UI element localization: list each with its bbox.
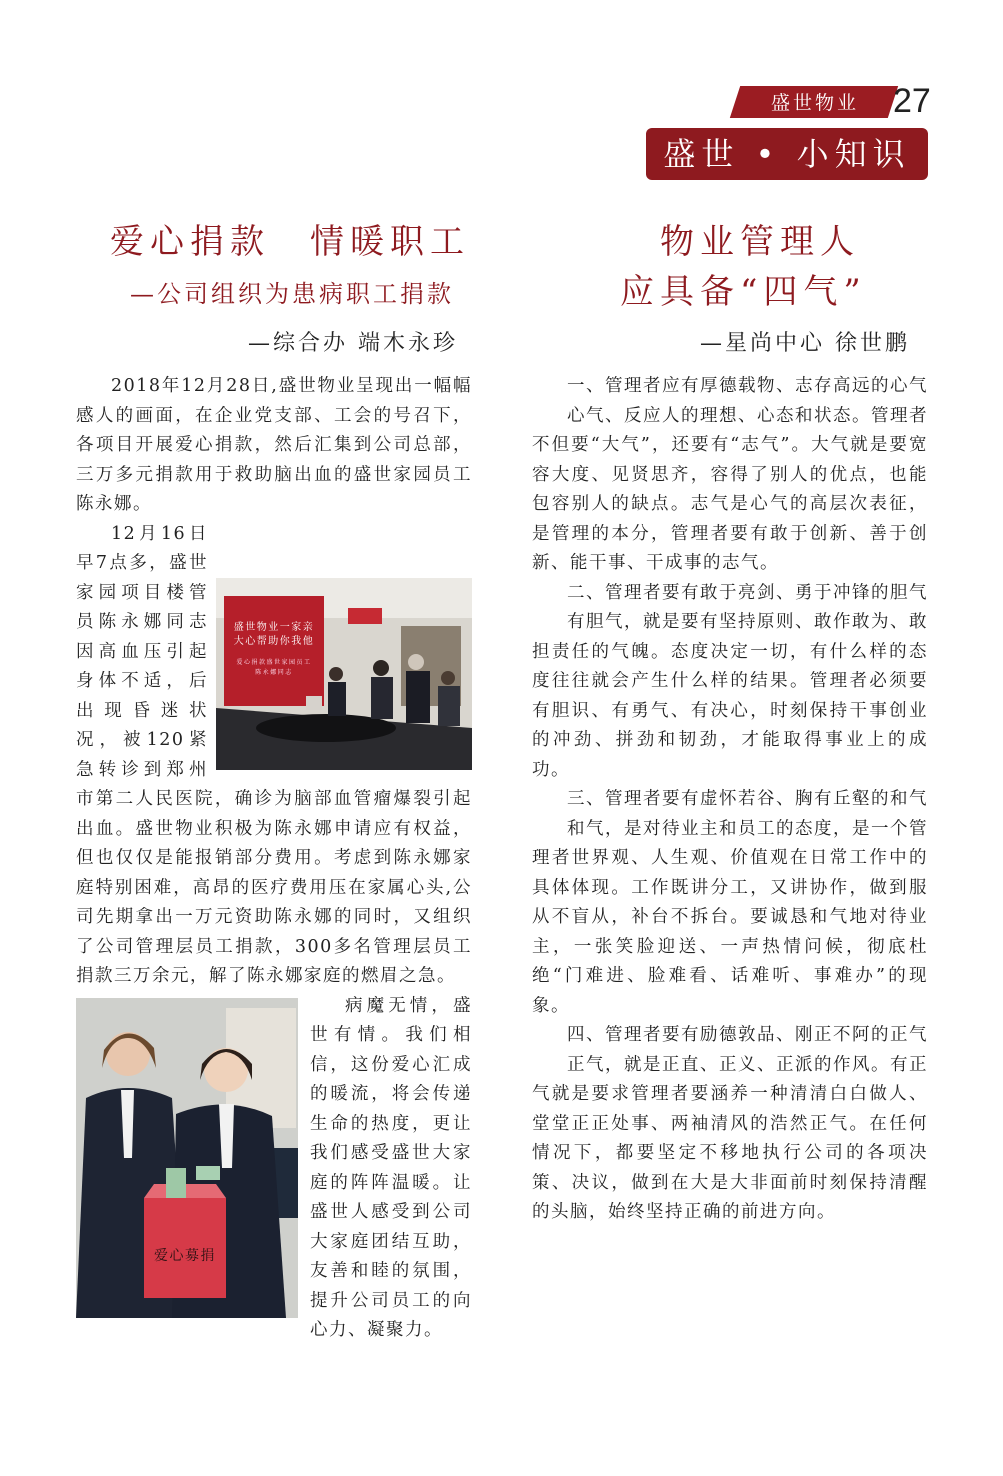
right-paragraph: 和气，是对待业主和员工的态度，是一个管理者世界观、人生观、价值观在日常工作中的具体体现。工作既讲分工，又讲协作，做到服从不盲从，补台不拆台。要诚恳和气地对待业主，一张笑脸迎送、一声热情问候，彻底杜绝“门难进、脸难看、话难听、事难办”的现象。	[532, 818, 928, 1016]
left-article-byline: —综合办 端木永珍	[248, 331, 458, 356]
right-paragraph: 正气，就是正直、正义、正派的作风。有正气就是要求管理者要涵养一种清清白白做人、堂堂正正处事、两袖清风的浩然正气。在任何情况下，都要坚定不移地执行公司的各项决策、决议，做到在大是大非面前时刻保持清醒的头脑，始终坚持正确的前进方向。	[532, 1054, 928, 1222]
left-paragraph: 2018年12月28日,盛世物业呈现出一幅幅感人的画面，在企业党支部、工会的号召下，各项目开展爱心捐款，然后汇集到公司总部，三万多元捐款用于救助脑出血的盛世家园员工陈永娜。	[76, 376, 472, 514]
right-paragraph-heading: 三、管理者要有虚怀若谷、胸有丘壑的和气	[567, 789, 928, 809]
right-paragraph: 心气、反应人的理想、心态和状态。管理者不但要“大气”，还要有“志气”。大气就是要宽容大度、见贤思齐，容得了别人的优点，也能包容别人的缺点。志气是心气的高层次表征，是管理的本分，管理者要有敢于创新、善于创新、能干事、干成事的志气。	[532, 405, 928, 573]
right-paragraph-heading: 二、管理者要有敢于亮剑、勇于冲锋的胆气	[567, 582, 928, 603]
right-paragraph-heading: 四、管理者要有励德敦品、刚正不阿的正气	[567, 1025, 928, 1045]
left-paragraph: 12月16日早7点多，盛世家园项目楼管员陈永娜同志因高血压引起身体不适，后出现昏迷状况，被120紧急转诊到郑州市第二人民医院，确诊为脑部血管瘤爆裂引起出血。盛世物业积极为陈永娜申请应有权益，但也仅仅是能报销部分费用。考虑到陈永娜家庭特别困难，高昂的医疗费用压在家属心头,公司先期拿出一万元资助陈永娜的同时，又组织了公司管理层员工捐款，300多名管理层员工捐款三万余元，解了陈永娜家庭的燃眉之急。	[76, 523, 472, 986]
page-number: 27	[893, 82, 931, 120]
photo-donation-box-image	[76, 998, 298, 1318]
photo-screen-line3: 爱心捐款盛世家园员工	[236, 659, 312, 666]
photo-screen-line4: 陈永娜同志	[255, 669, 293, 676]
section-banner: 盛世 • 小知识	[646, 128, 928, 180]
left-article-subtitle: —公司组织为患病职工捐款	[130, 280, 454, 308]
header-tag: 盛世物业	[770, 92, 859, 114]
right-article-title-line1: 物业管理人	[660, 222, 860, 262]
photo-screen-line1: 盛世物业一家亲	[233, 621, 315, 633]
photo-donation-box	[76, 998, 298, 1318]
photo-donation-meeting-image	[216, 578, 472, 770]
photo-screen-line2: 大心帮助你我他	[233, 635, 315, 647]
left-paragraph: 病魔无情，盛世有情。我们相信，这份爱心汇成的暖流，将会传递生命的热度，更让我们感受盛世大家庭的阵阵温暖。让盛世人感受到公司大家庭团结互助，友善和睦的氛围，提升公司员工的向心力、凝聚力。	[310, 995, 472, 1340]
left-article-body	[76, 372, 472, 1346]
photo-donation-meeting	[216, 578, 472, 770]
left-article-title: 爱心捐款 情暖职工	[110, 222, 470, 262]
donation-box-label: 爱心募捐	[154, 1246, 216, 1263]
right-paragraph-heading: 一、管理者应有厚德载物、志存高远的心气	[567, 376, 928, 396]
right-article-body	[532, 372, 928, 1228]
right-paragraph: 有胆气，就是要有坚持原则、敢作敢为、敢担责任的气魄。态度决定一切，有什么样的态度往往就会产生什么样的结果。管理者必须要有胆识、有勇气、有决心，时刻保持干事创业的冲劲、拼劲和韧劲，才能取得事业上的成功。	[532, 612, 928, 780]
right-article-byline: —星尚中心 徐世鹏	[700, 331, 910, 356]
right-article-title-line2: 应具备“四气”	[620, 272, 867, 312]
